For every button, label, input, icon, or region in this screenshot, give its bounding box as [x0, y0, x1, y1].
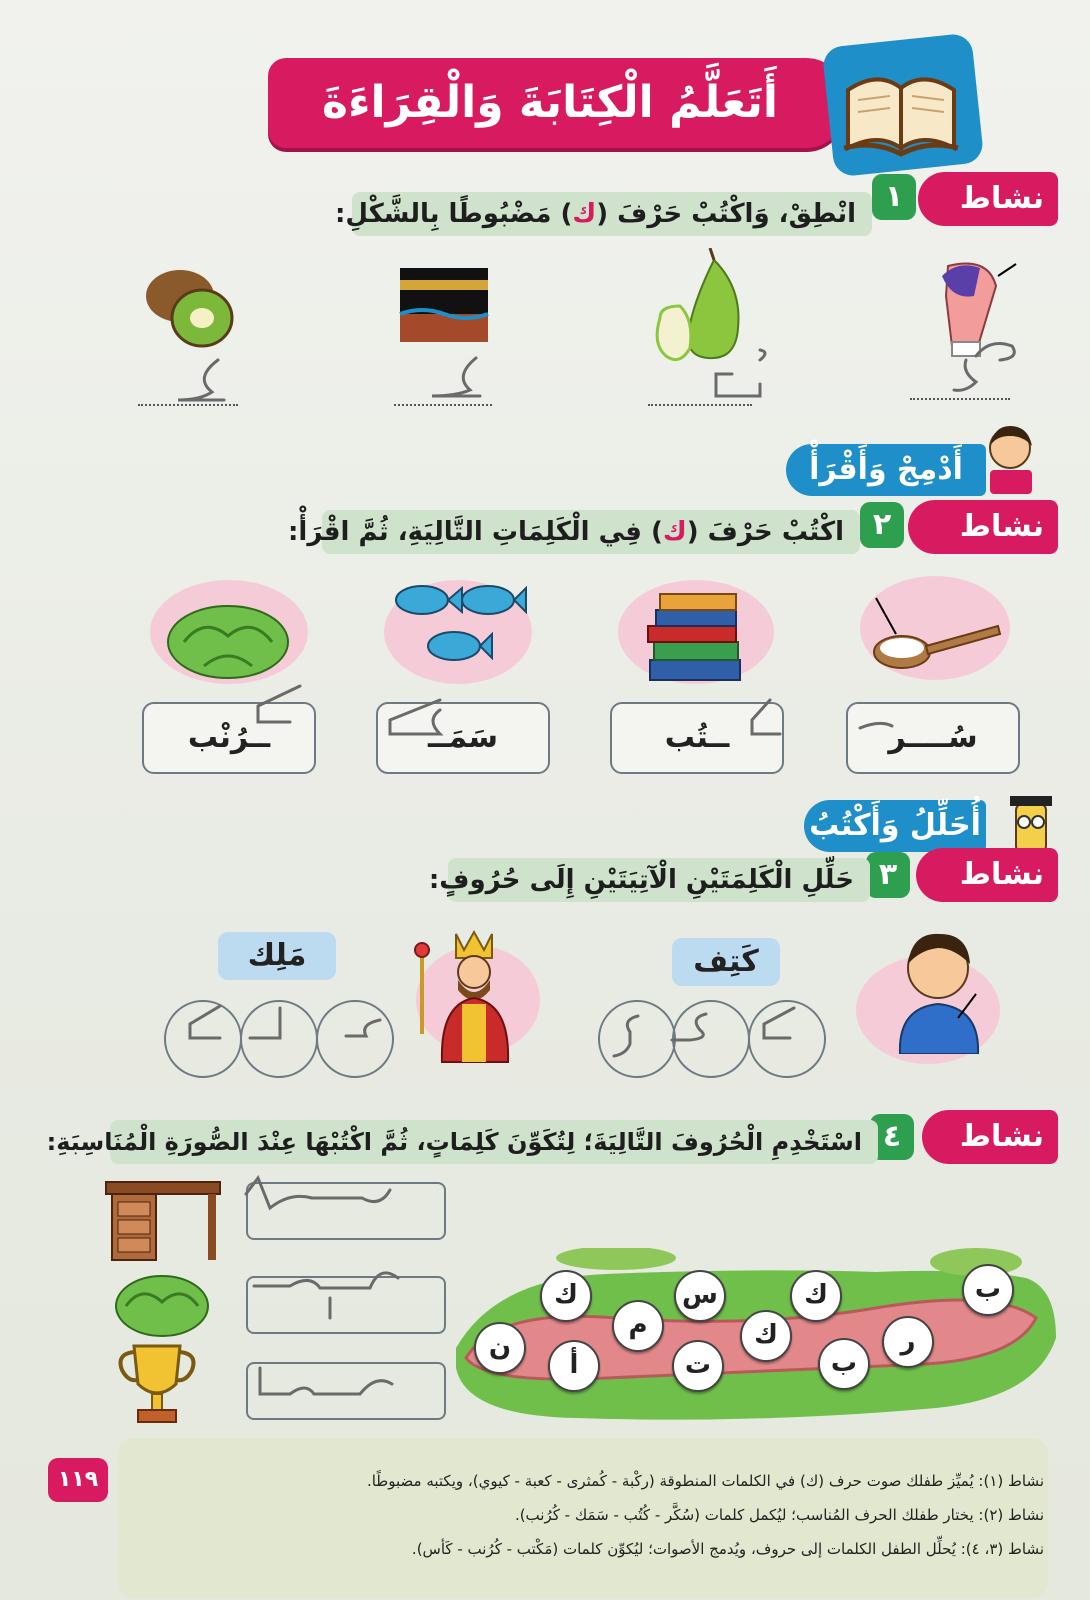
letter-tile[interactable]: ت — [672, 1340, 724, 1392]
instruction-text: ) فِي الْكَلِمَاتِ التَّالِيَةِ، ثُمَّ اقْرَأْ: — [288, 517, 663, 547]
handwriting-strokes — [140, 680, 1020, 760]
girl-reading-icon — [976, 420, 1046, 500]
target-letter: ك — [572, 199, 597, 229]
activity-3-badge — [916, 848, 1058, 902]
activity-4-number: ٤ — [870, 1114, 914, 1160]
letter-tile[interactable]: ر — [882, 1316, 934, 1368]
instruction-text: انْطِقْ، وَاكْتُبْ حَرْفَ ( — [596, 199, 856, 229]
activity-1-badge — [918, 172, 1058, 226]
boy-shoulder-icon — [884, 924, 994, 1054]
activity-badge-label: نشاط — [959, 181, 1044, 216]
letter-tile[interactable]: ب — [962, 1264, 1014, 1316]
open-book-icon — [838, 60, 968, 160]
handwriting-strokes — [230, 1168, 450, 1428]
handwriting-strokes — [120, 330, 1040, 410]
fish-icon — [388, 576, 528, 680]
letter-tile[interactable]: م — [612, 1300, 664, 1352]
activity-badge-label: نشاط — [959, 1119, 1044, 1154]
sugar-spoon-icon — [866, 596, 1006, 680]
word-box-sugar[interactable]: سُــــر — [846, 702, 1020, 774]
letter-tile[interactable]: ك — [540, 1270, 592, 1322]
activity-1-number: ١ — [872, 174, 916, 220]
analyze-write-tag: أُحَلِّلُ وَأَكْتُبُ — [804, 800, 986, 852]
activity-3-number: ٣ — [866, 852, 910, 898]
books-icon — [640, 590, 750, 686]
letter-tile[interactable]: ك — [790, 1270, 842, 1322]
page-title: أَتَعَلَّمُ الْكِتَابَةَ وَالْقِرَاءَةَ — [322, 77, 778, 128]
page-number: ١١٩ — [48, 1458, 108, 1502]
activity-4-instruction: اسْتَخْدِمِ الْحُرُوفَ التَّالِيَةَ؛ لِتُكَوِّنَ كَلِمَاتٍ، ثُمَّ اكْتُبْهَا عِنْدَ الصُّورَةِ الْمُنَاسِبَةِ: — [110, 1120, 878, 1164]
activity-2-badge — [908, 500, 1058, 554]
word-chip-king: مَلِك — [218, 932, 336, 980]
activity-2-number: ٢ — [860, 502, 904, 548]
handwriting-strokes — [160, 996, 840, 1086]
letter-tile[interactable]: س — [674, 1270, 726, 1322]
trophy-icon — [114, 1340, 200, 1432]
lettuce-icon — [112, 1268, 212, 1340]
word-box-fish[interactable]: سَمَــ — [376, 702, 550, 774]
note-line: نشاط (٣، ٤): يُحلِّل الطفل الكلمات إلى حروف، ويُدمج الأصوات؛ ليُكوِّن كلمات (مَكْتب - كُرُنب - كَأس). — [411, 1540, 1044, 1558]
merge-read-tag: أَدْمِجْ وَأَقْرَأْ — [786, 444, 986, 496]
activity-3-instruction: حَلِّلِ الْكَلِمَتَيْنِ الْآتِيَتَيْنِ إِلَى حُرُوفٍ: — [448, 858, 870, 902]
activity-1-instruction — [335, 192, 872, 236]
word-box-cabbage[interactable]: ــرُنْب — [142, 702, 316, 774]
instruction-text: ) مَضْبُوطًا بِالشَّكْلِ: — [335, 199, 573, 229]
activity-badge-label: نشاط — [959, 857, 1044, 892]
activity-4-badge — [922, 1110, 1058, 1164]
letter-tile[interactable]: ن — [474, 1322, 526, 1374]
letter-tile[interactable]: ك — [740, 1310, 792, 1362]
lettuce-icon — [164, 596, 294, 680]
note-line: نشاط (١): يُميِّز طفلك صوت حرف (ك) في الكلمات المنطوقة (ركْبة - كُمثرى - كعبة - كيوي)، ويكتبه مضبوطًا. — [366, 1472, 1044, 1490]
letter-tile[interactable]: ب — [818, 1338, 870, 1390]
target-letter: ك — [662, 517, 687, 547]
instruction-text: اكْتُبْ حَرْفَ ( — [686, 517, 844, 547]
note-line: نشاط (٢): يختار طفلك الحرف المُناسب؛ ليُكمل كلمات (سُكَّر - كُتُب - سَمَك - كُرُنب). — [514, 1506, 1044, 1524]
activity-badge-label: نشاط — [959, 509, 1044, 544]
desk-icon — [104, 1178, 224, 1262]
letter-tile[interactable]: أ — [548, 1340, 600, 1392]
activity-2-instruction — [288, 510, 860, 554]
word-box-books[interactable]: ــتُب — [610, 702, 784, 774]
word-chip-shoulder: كَتِف — [672, 938, 780, 986]
